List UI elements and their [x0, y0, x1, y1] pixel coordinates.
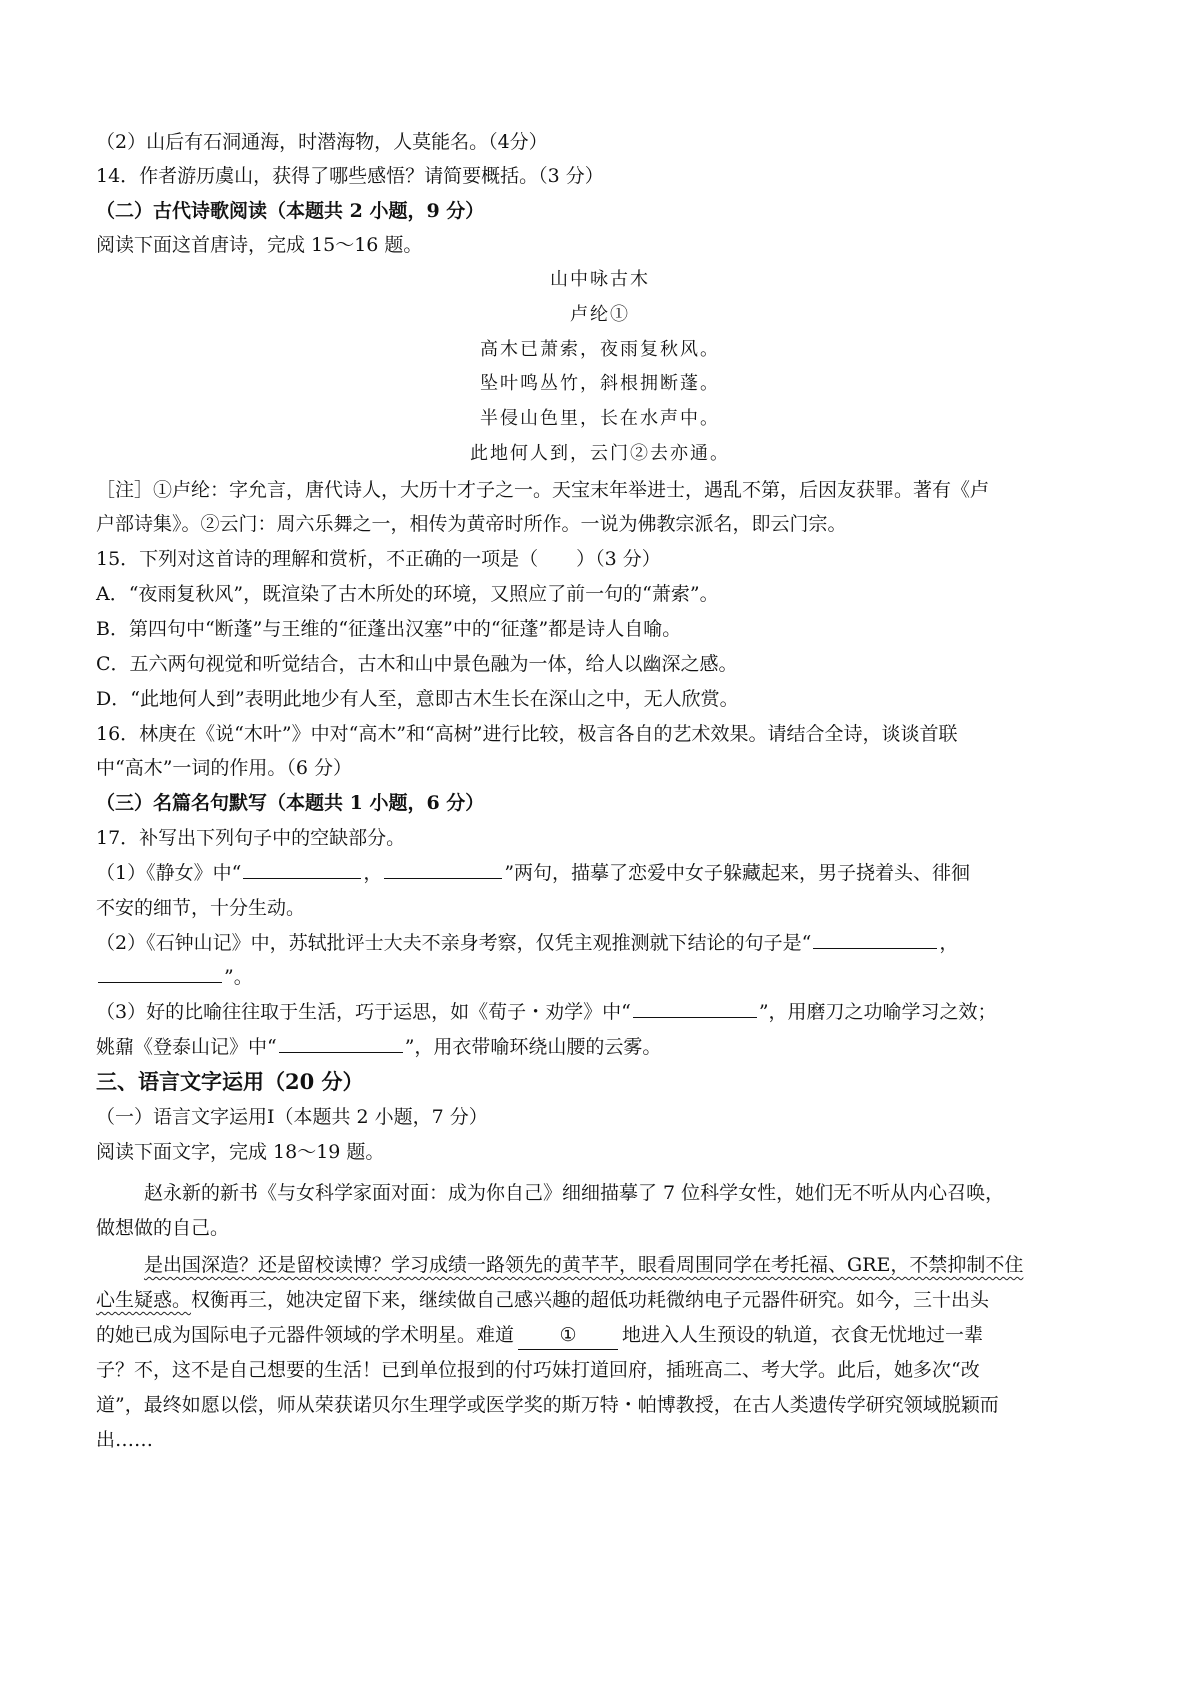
poem-line-2: 坠叶鸣丛竹，斜根拥断蓬。 — [480, 373, 720, 394]
q17-2-suffix: ”。 — [224, 966, 253, 988]
passage-p2-line-6: 出…… — [96, 1429, 154, 1451]
q17-3b-suffix: ”，用衣带喻环绕山腰的云雾。 — [404, 1036, 662, 1058]
q15-option-a: A．“夜雨复秋风”，既渲染了古木所处的环境，又照应了前一句的“萧索”。 — [96, 583, 719, 605]
answer-blank[interactable] — [633, 999, 757, 1018]
q14: 14．作者游历虞山，获得了哪些感悟？请简要概括。（3 分） — [96, 165, 604, 187]
poem-line-1: 高木已萧索，夜雨复秋风。 — [480, 339, 720, 360]
q17-1-prefix: （1）《静女》中“ — [96, 862, 242, 884]
q17-2-line-2 — [96, 963, 1104, 991]
q17-1-suffix: ”两句，描摹了恋爱中女子躲藏起来，男子挠着头、徘徊 — [504, 862, 971, 884]
passage-p1-line-2: 做想做的自己。 — [96, 1217, 230, 1239]
answer-blank[interactable] — [279, 1034, 403, 1053]
q15-option-b: B．第四句中“断蓬”与王维的“征蓬出汉塞”中的“征蓬”都是诗人自喻。 — [96, 618, 682, 640]
q15: 15．下列对这首诗的理解和赏析，不正确的一项是（ ）（3 分） — [96, 548, 661, 570]
wavy-underlined-sentence: 是出国深造？还是留校读博？学习成绩一路领先的黄芊芊，眼看周围同学在考托福、GRE，不禁抑制不住 — [144, 1254, 1024, 1276]
q17-1-comma: ， — [363, 862, 383, 884]
poem-line-3: 半侵山色里，长在水声中。 — [480, 408, 720, 429]
wavy-underlined-sentence-end: 心生疑惑。 — [96, 1289, 192, 1311]
q13-part2: （2）山后有石洞通海，时潜海物，人莫能名。（4分） — [96, 131, 548, 153]
q17-1-line-2: 不安的细节，十分生动。 — [96, 897, 306, 919]
part3-instruction: 阅读下面文字，完成 18～19 题。 — [96, 1141, 385, 1163]
passage-text: 权衡再三，她决定留下来，继续做自己感兴趣的超低功耗微纳电子元器件研究。如今，三十出头 — [191, 1289, 990, 1311]
q17-2-prefix: （2）《石钟山记》中，苏轼批评士大夫不亲身考察，仅凭主观推测就下结论的句子是“ — [96, 932, 812, 954]
q17-3-prefix: （3）好的比喻往往取于生活，巧于运思，如《荀子・劝学》中“ — [96, 1001, 631, 1023]
poetry-instruction: 阅读下面这首唐诗，完成 15～16 题。 — [96, 234, 423, 256]
answer-blank[interactable] — [813, 930, 937, 949]
q17-2-line-1 — [96, 929, 1104, 957]
passage-p2-line-1 — [96, 1251, 1104, 1279]
part3-heading: 三、语言文字运用（20 分） — [96, 1069, 364, 1094]
passage-p2-line-3 — [96, 1321, 1104, 1350]
q16-line-1: 16．林庚在《说“木叶”》中对“高木”和“高树”进行比较，极言各自的艺术效果。请结合全诗，谈谈首联 — [96, 723, 958, 745]
part3-subheading: （一）语言文字运用Ⅰ（本题共 2 小题，7 分） — [96, 1106, 488, 1128]
passage-p1-line-1: 赵永新的新书《与女科学家面对面：成为你自己》细细描摹了 7 位科学女性，她们无不听从内心召唤， — [144, 1182, 1005, 1204]
q17-3-line-1 — [96, 998, 1104, 1026]
q17: 17．补写出下列句子中的空缺部分。 — [96, 827, 406, 849]
passage-p2-line-2 — [96, 1286, 1104, 1314]
passage-text: 地进入人生预设的轨道，衣食无忧地过一辈 — [622, 1324, 984, 1346]
section-recitation-heading: （三）名篇名句默写（本题共 1 小题，6 分） — [96, 792, 485, 814]
passage-p2-line-4: 子？不，这不是自己想要的生活！已到单位报到的付巧妹打道回府，插班高二、考大学。此后，她多次“改 — [96, 1359, 980, 1381]
q15-option-d: D．“此地何人到”表明此地少有人至，意即古木生长在深山之中，无人欣赏。 — [96, 688, 739, 710]
q17-3-line-2 — [96, 1033, 1104, 1061]
section-poetry-heading: （二）古代诗歌阅读（本题共 2 小题，9 分） — [96, 200, 485, 222]
poem-author: 卢纶① — [570, 304, 630, 325]
poem-line-4: 此地何人到，云门②去亦通。 — [470, 443, 730, 464]
passage-text: 的她已成为国际电子元器件领域的学术明星。难道 — [96, 1324, 515, 1346]
q15-option-c: C．五六两句视觉和听觉结合，古木和山中景色融为一体，给人以幽深之感。 — [96, 653, 738, 675]
blank-1[interactable]: ① — [518, 1321, 618, 1350]
answer-blank[interactable] — [98, 964, 222, 983]
poem-note-2: 户部诗集》。②云门：周六乐舞之一，相传为黄帝时所作。一说为佛教宗派名，即云门宗。 — [96, 513, 847, 535]
answer-blank[interactable] — [243, 860, 361, 879]
passage-p2-line-5: 道”，最终如愿以偿，师从荣获诺贝尔生理学或医学奖的斯万特・帕博教授，在古人类遗传学研究领域脱颖而 — [96, 1394, 999, 1416]
poem-title: 山中咏古木 — [550, 269, 650, 290]
q17-3-suffix: ”，用磨刀之功喻学习之效； — [758, 1001, 997, 1023]
q16-line-2: 中“高木”一词的作用。（6 分） — [96, 757, 353, 779]
q17-2-comma: ， — [939, 932, 959, 954]
poem-note-1: ［注］①卢纶：字允言，唐代诗人，大历十才子之一。天宝末年举进士，遇乱不第，后因友获罪。著有《卢 — [96, 479, 990, 501]
q17-1-line-1 — [96, 859, 1104, 887]
answer-blank[interactable] — [384, 860, 502, 879]
q17-3b-prefix: 姚鼐《登泰山记》中“ — [96, 1036, 277, 1058]
